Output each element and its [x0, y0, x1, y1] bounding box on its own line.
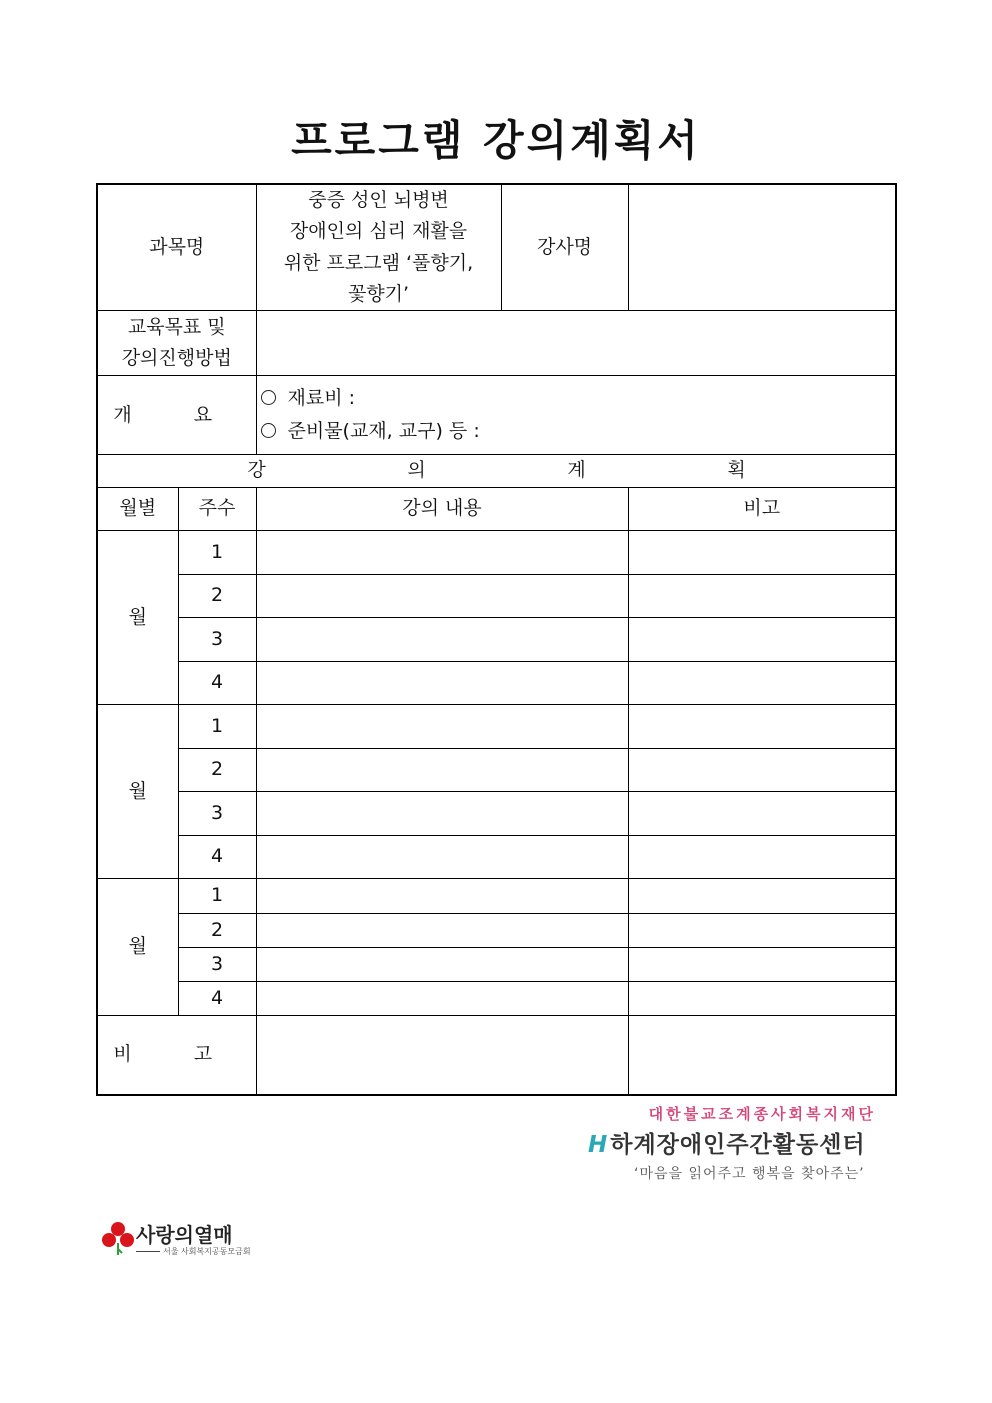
material-cost-label: 재료비 :: [287, 387, 356, 410]
note-cell[interactable]: [628, 574, 896, 617]
week-number: 2: [178, 748, 256, 791]
center-h-icon: H: [588, 1132, 609, 1158]
lecture-content-cell[interactable]: [256, 704, 628, 748]
subject-line: 중증 성인 뇌병변: [308, 189, 449, 211]
fruit-stem: [118, 1243, 122, 1255]
fruit-icon: [102, 1221, 134, 1259]
subject-label: 과목명: [97, 184, 256, 311]
plan-header-char: 강: [247, 459, 266, 482]
week-number: 1: [178, 704, 256, 748]
lecture-content-cell[interactable]: [256, 947, 628, 981]
week-number: 3: [178, 947, 256, 981]
lecture-content-cell[interactable]: [256, 530, 628, 574]
week-number: 2: [178, 913, 256, 947]
organization-logo: [588, 1103, 888, 1183]
week-number: 4: [178, 835, 256, 878]
material-cost-row: [261, 382, 896, 415]
note-cell[interactable]: [628, 835, 896, 878]
note-cell[interactable]: [628, 878, 896, 913]
instructor-value[interactable]: [628, 184, 896, 311]
lecture-content-cell[interactable]: [256, 835, 628, 878]
note-cell[interactable]: [628, 704, 896, 748]
subject-line: 꽃향기’: [347, 283, 410, 306]
note-cell[interactable]: [628, 981, 896, 1015]
fruit-of-love-logo: [102, 1219, 302, 1259]
radio-circle-icon: [261, 423, 276, 438]
remarks-note-cell[interactable]: [628, 1015, 896, 1095]
fruit-berry: [102, 1233, 116, 1247]
week-number: 4: [178, 661, 256, 704]
month-label: 월: [97, 704, 178, 878]
lecture-content-cell[interactable]: [256, 791, 628, 835]
overview-label: 개 요: [97, 376, 256, 455]
note-cell[interactable]: [628, 947, 896, 981]
week-number: 4: [178, 981, 256, 1015]
fruit-berry: [111, 1222, 125, 1236]
lecture-content-cell[interactable]: [256, 574, 628, 617]
lecture-content-cell[interactable]: [256, 748, 628, 791]
note-cell[interactable]: [628, 913, 896, 947]
goal-label: [97, 311, 256, 376]
note-cell[interactable]: [628, 661, 896, 704]
note-cell[interactable]: [628, 530, 896, 574]
week-number: 1: [178, 878, 256, 913]
remarks-content-cell[interactable]: [256, 1015, 628, 1095]
fruit-logo-sub: 서울 사회복지공동모금회: [136, 1246, 251, 1257]
week-number: 2: [178, 574, 256, 617]
goal-label-line: 강의진행방법: [121, 347, 232, 370]
column-header-month: 월별: [97, 487, 178, 530]
plan-header: [97, 455, 896, 487]
subject-line: 위한 프로그램 ‘풀향기,: [283, 251, 474, 274]
radio-circle-icon: [261, 390, 276, 405]
center-name: 하계장애인주간활동센터: [610, 1132, 866, 1158]
remarks-label: 비 고: [97, 1015, 256, 1095]
instructor-label: 강사명: [501, 184, 628, 311]
plan-header-char: 계: [567, 459, 586, 482]
lecture-content-cell[interactable]: [256, 878, 628, 913]
month-label: 월: [97, 878, 178, 1015]
subject-value[interactable]: [256, 184, 501, 311]
plan-header-char: 획: [727, 459, 746, 482]
supplies-row: [261, 415, 896, 448]
column-header-week: 주수: [178, 487, 256, 530]
goal-label-line: 교육목표 및: [127, 316, 226, 339]
lecture-content-cell[interactable]: [256, 981, 628, 1015]
lecture-content-cell[interactable]: [256, 661, 628, 704]
page-title: 프로그램 강의계획서: [291, 116, 701, 165]
note-cell[interactable]: [628, 791, 896, 835]
lecture-plan-form: [96, 183, 897, 1096]
note-cell[interactable]: [628, 748, 896, 791]
note-cell[interactable]: [628, 617, 896, 661]
fruit-logo-name: 사랑의열매: [136, 1223, 233, 1247]
plan-header-char: 의: [407, 459, 426, 482]
week-number: 3: [178, 791, 256, 835]
center-slogan: ‘마음을 읽어주고 행복을 찾아주는’: [634, 1166, 865, 1182]
goal-value[interactable]: [256, 311, 896, 376]
column-header-note: 비고: [628, 487, 896, 530]
foundation-name: 대한불교조계종사회복지재단: [648, 1105, 876, 1123]
subject-line: 장애인의 심리 재활을: [289, 220, 468, 243]
month-label: 월: [97, 530, 178, 704]
lecture-content-cell[interactable]: [256, 913, 628, 947]
center-name-row: [588, 1126, 888, 1159]
overview-value[interactable]: [256, 376, 896, 455]
supplies-label: 준비물(교재, 교구) 등 :: [287, 420, 480, 443]
week-number: 1: [178, 530, 256, 574]
week-number: 3: [178, 617, 256, 661]
lecture-content-cell[interactable]: [256, 617, 628, 661]
column-header-content: 강의 내용: [256, 487, 628, 530]
fruit-berry: [120, 1233, 134, 1247]
